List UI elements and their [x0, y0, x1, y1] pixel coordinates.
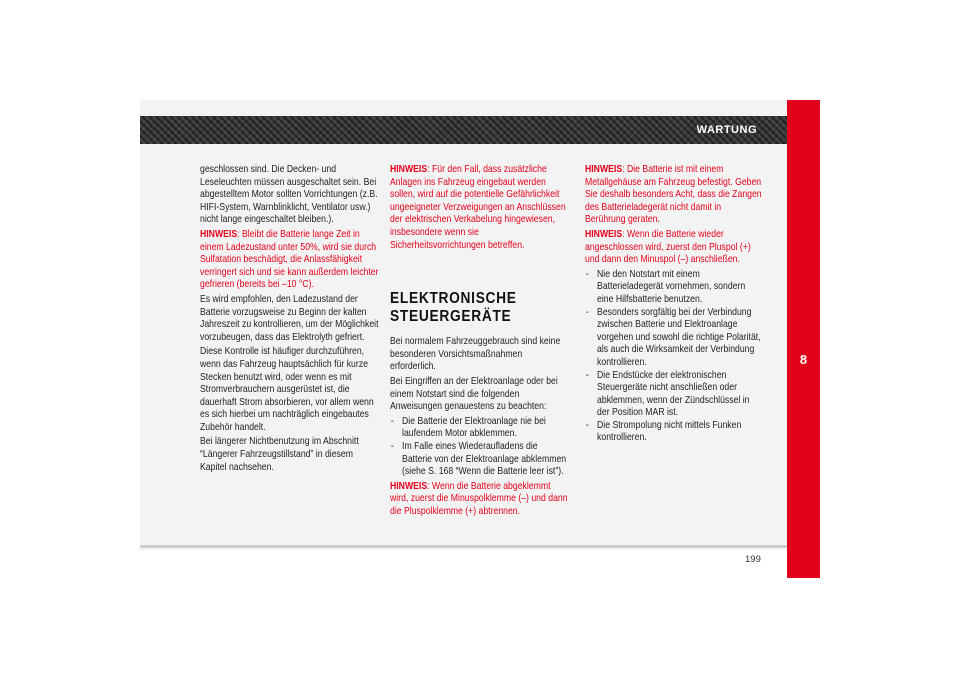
- chapter-tab: [787, 100, 820, 578]
- heading-line: STEUERGERÄTE: [390, 308, 512, 326]
- list-item: - Die Batterie der Elektroanlage nie bei laufendem Motor abklemmen.: [390, 416, 569, 441]
- section-heading: [390, 290, 569, 326]
- header-band: [140, 116, 787, 144]
- list-item: - Im Falle eines Wiederaufladens die Batterie von der Elektroanlage abklemmen (siehe S. 168 “Wenn die Batterie leer ist”).: [390, 441, 569, 479]
- paragraph: Es wird empfohlen, den Ladezustand der Batterie vorzugsweise zu Beginn der kalten Jahreszeit zu kontrollieren, um der Möglichkeit vorzubeugen, dass das Elektrolyth gefriert.: [200, 293, 379, 343]
- middle-column: [390, 164, 569, 520]
- list-item: - Nie den Notstart mit einem Batterieladegerät vornehmen, sondern eine Hilfsbatterie benutzen.: [585, 269, 764, 307]
- paragraph: Bei Eingriffen an der Elektroanlage oder bei einem Notstart sind die folgenden Anweisungen genauestens zu beachten:: [390, 375, 558, 413]
- note: [585, 229, 764, 267]
- note-label: HINWEIS: [390, 164, 428, 175]
- note: [585, 164, 764, 227]
- note-label: HINWEIS: [200, 228, 238, 240]
- note-text: : Wenn die Batterie abgeklemmt wird, zuerst die Minuspolklemme (–) und dann die Pluspolklemme (+) abtrennen.: [390, 480, 568, 517]
- right-column: [585, 164, 764, 447]
- page-number: 199: [745, 554, 761, 565]
- heading-line: ELEKTRONISCHE: [390, 290, 517, 308]
- paragraph: Bei normalem Fahrzeuggebrauch sind keine besonderen Vorsichtsmaßnahmen erforderlich.: [390, 336, 561, 373]
- note-text: : Bleibt die Batterie lange Zeit in einem Ladezustand unter 50%, wird sie durch Sulfatation beschädigt, die Anlassfähigkeit verringert sich und sie kann außerdem leichter gefrieren (bereits bei –10 °C).: [200, 228, 379, 291]
- section-title: WARTUNG: [696, 124, 757, 136]
- left-column: [200, 164, 381, 476]
- chapter-number: 8: [799, 352, 808, 367]
- paragraph: Diese Kontrolle ist häufiger durchzuführen, wenn das Fahrzeug hauptsächlich für kurze Stecken benutzt wird, oder wenn es mit Stromverbrauchern ausgerüstet ist, die dauerhaft Strom absorbieren, vor allem wenn es sich hierbei um nachträglich eingebautes Zubehör handelt.: [200, 346, 374, 433]
- list-item: - Die Endstücke der elektronischen Steuergeräte nicht anschließen oder abklemmen, wenn der Zündschlüssel in der Position MAR ist.: [585, 370, 764, 420]
- footer-rule: [140, 545, 787, 548]
- paragraph: Bei längerer Nichtbenutzung im Abschnitt “Längerer Fahrzeugstillstand” in diesem Kapitel nachsehen.: [200, 436, 359, 473]
- note: [390, 481, 569, 519]
- note: [200, 229, 381, 292]
- paragraph: geschlossen sind. Die Decken- und Leseleuchten müssen ausgeschaltet sein. Bei abgestelltem Motor sollten Vorrichtungen (z.B. HIFI-System, Warnblinklicht, Ventilator usw.) nicht lange eingeschaltet bleiben.).: [200, 164, 378, 226]
- note-label: HINWEIS: [390, 480, 428, 492]
- list-item: - Die Strompolung nicht mittels Funken kontrollieren.: [585, 420, 764, 445]
- note-text: : Für den Fall, dass zusätzliche Anlagen ins Fahrzeug eingebaut werden sollen, wird auf die potentielle Gefährlichkeit ungeeigneter Verzweigungen an Anschlüssen der elektrischen Verkabelung hingewiesen, insbesondere wenn sie Sicherheitsvorrichtungen betreffen.: [390, 164, 566, 251]
- note-text: : Wenn die Batterie wieder angeschlossen wird, zuerst den Pluspol (+) und dann den Minuspol (–) anschließen.: [585, 228, 751, 266]
- note-text: : Die Batterie ist mit einem Metallgehäuse am Fahrzeug befestigt. Geben Sie deshalb besonders Acht, dass die Zangen des Batterieladegerät nicht damit in Berührung geraten.: [585, 164, 762, 226]
- instruction-list: [390, 416, 569, 479]
- list-item: - Besonders sorgfältig bei der Verbindung zwischen Batterie und Elektroanlage vorgehen und sowohl die richtige Polarität, als auch die Wirksamkeit der Verbindung kontrollieren.: [585, 307, 764, 370]
- instruction-list: [585, 269, 764, 445]
- note-label: HINWEIS: [585, 164, 623, 175]
- note: [390, 164, 569, 252]
- note-label: HINWEIS: [585, 228, 623, 240]
